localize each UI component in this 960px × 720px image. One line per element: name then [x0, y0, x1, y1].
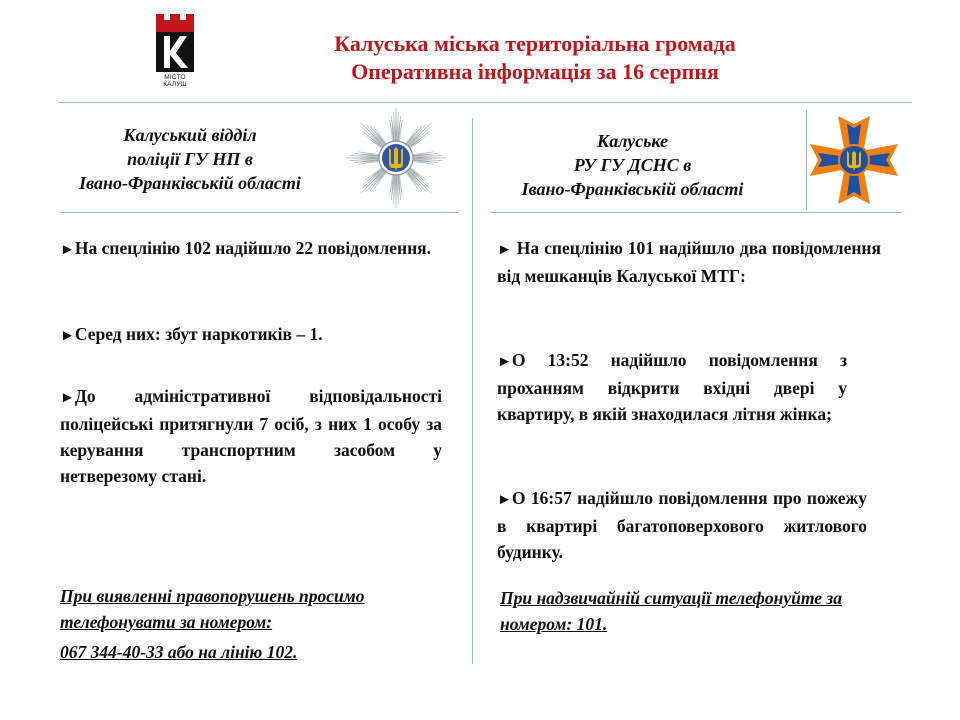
police-dept-line-3: Івано-Франківській області — [79, 173, 301, 193]
police-dept-line-2: поліції ГУ НП в — [127, 149, 253, 169]
police-item-1-text: На спецлінію 102 надійшло 22 повідомлення. — [74, 238, 432, 258]
dsns-dept-line-2: РУ ГУ ДСНС в — [573, 155, 692, 175]
column-divider — [472, 118, 473, 664]
title-line-2: Оперативна інформація за 16 серпня — [351, 59, 719, 84]
logo-caption-line-1: МІСТО — [164, 74, 186, 81]
police-header-divider — [60, 212, 458, 213]
logo-caption — [150, 74, 200, 88]
dsns-contact-note: При надзвичайній ситуації телефонуйте за номером: 101. — [500, 588, 842, 634]
title-line-1: Калуська міська територіальна громада — [334, 31, 736, 56]
bullet-icon: ► — [60, 390, 75, 406]
dsns-item-3 — [497, 485, 867, 565]
police-item-3-text: До адміністративної відповідальності поліцейські притягнули 7 осіб, з них 1 особу за керування транспортним засобом у нетверезому стані. — [60, 386, 442, 486]
dsns-item-2 — [497, 347, 847, 427]
bullet-icon: ► — [497, 242, 512, 258]
dsns-dept-line-3: Івано-Франківській області — [521, 179, 744, 199]
dsns-item-2-text: О 13:52 надійшло повідомлення з проханням відкрити вхідні двері у квартиру, в якій знаходилася літня жінка; — [497, 350, 847, 424]
police-item-2-text: Серед них: збут наркотиків – 1. — [74, 324, 323, 344]
bullet-icon: ► — [497, 492, 512, 508]
police-department-name — [40, 123, 340, 195]
dsns-dept-line-1: Калуське — [597, 131, 668, 151]
police-item-1 — [60, 235, 432, 263]
bullet-icon: ► — [497, 354, 512, 370]
police-dept-line-1: Калуський відділ — [123, 125, 257, 145]
dsns-cross-icon — [806, 110, 902, 210]
dsns-header-divider — [490, 212, 902, 213]
dsns-department-name — [490, 129, 775, 201]
police-contact-note: При виявленні правопорушень просимо телефонувати за номером: — [60, 586, 365, 632]
dsns-item-1 — [497, 235, 881, 289]
police-item-3 — [60, 383, 442, 489]
header-divider — [58, 102, 912, 103]
logo-caption-line-2: КАЛУШ — [163, 81, 187, 88]
police-item-2 — [60, 321, 432, 349]
national-police-star-icon — [342, 104, 450, 212]
dsns-item-1-text: На спецлінію 101 надійшло два повідомлення від мешканців Калуської МТГ: — [497, 238, 881, 286]
bullet-icon: ► — [60, 242, 75, 258]
dsns-item-3-text: О 16:57 надійшло повідомлення про пожежу в квартирі багатоповерхового житлового будинку. — [497, 488, 867, 562]
bullet-icon: ► — [60, 328, 75, 344]
police-phone: 067 344-40-33 або на лінію 102. — [60, 642, 298, 662]
page-title — [230, 30, 840, 86]
